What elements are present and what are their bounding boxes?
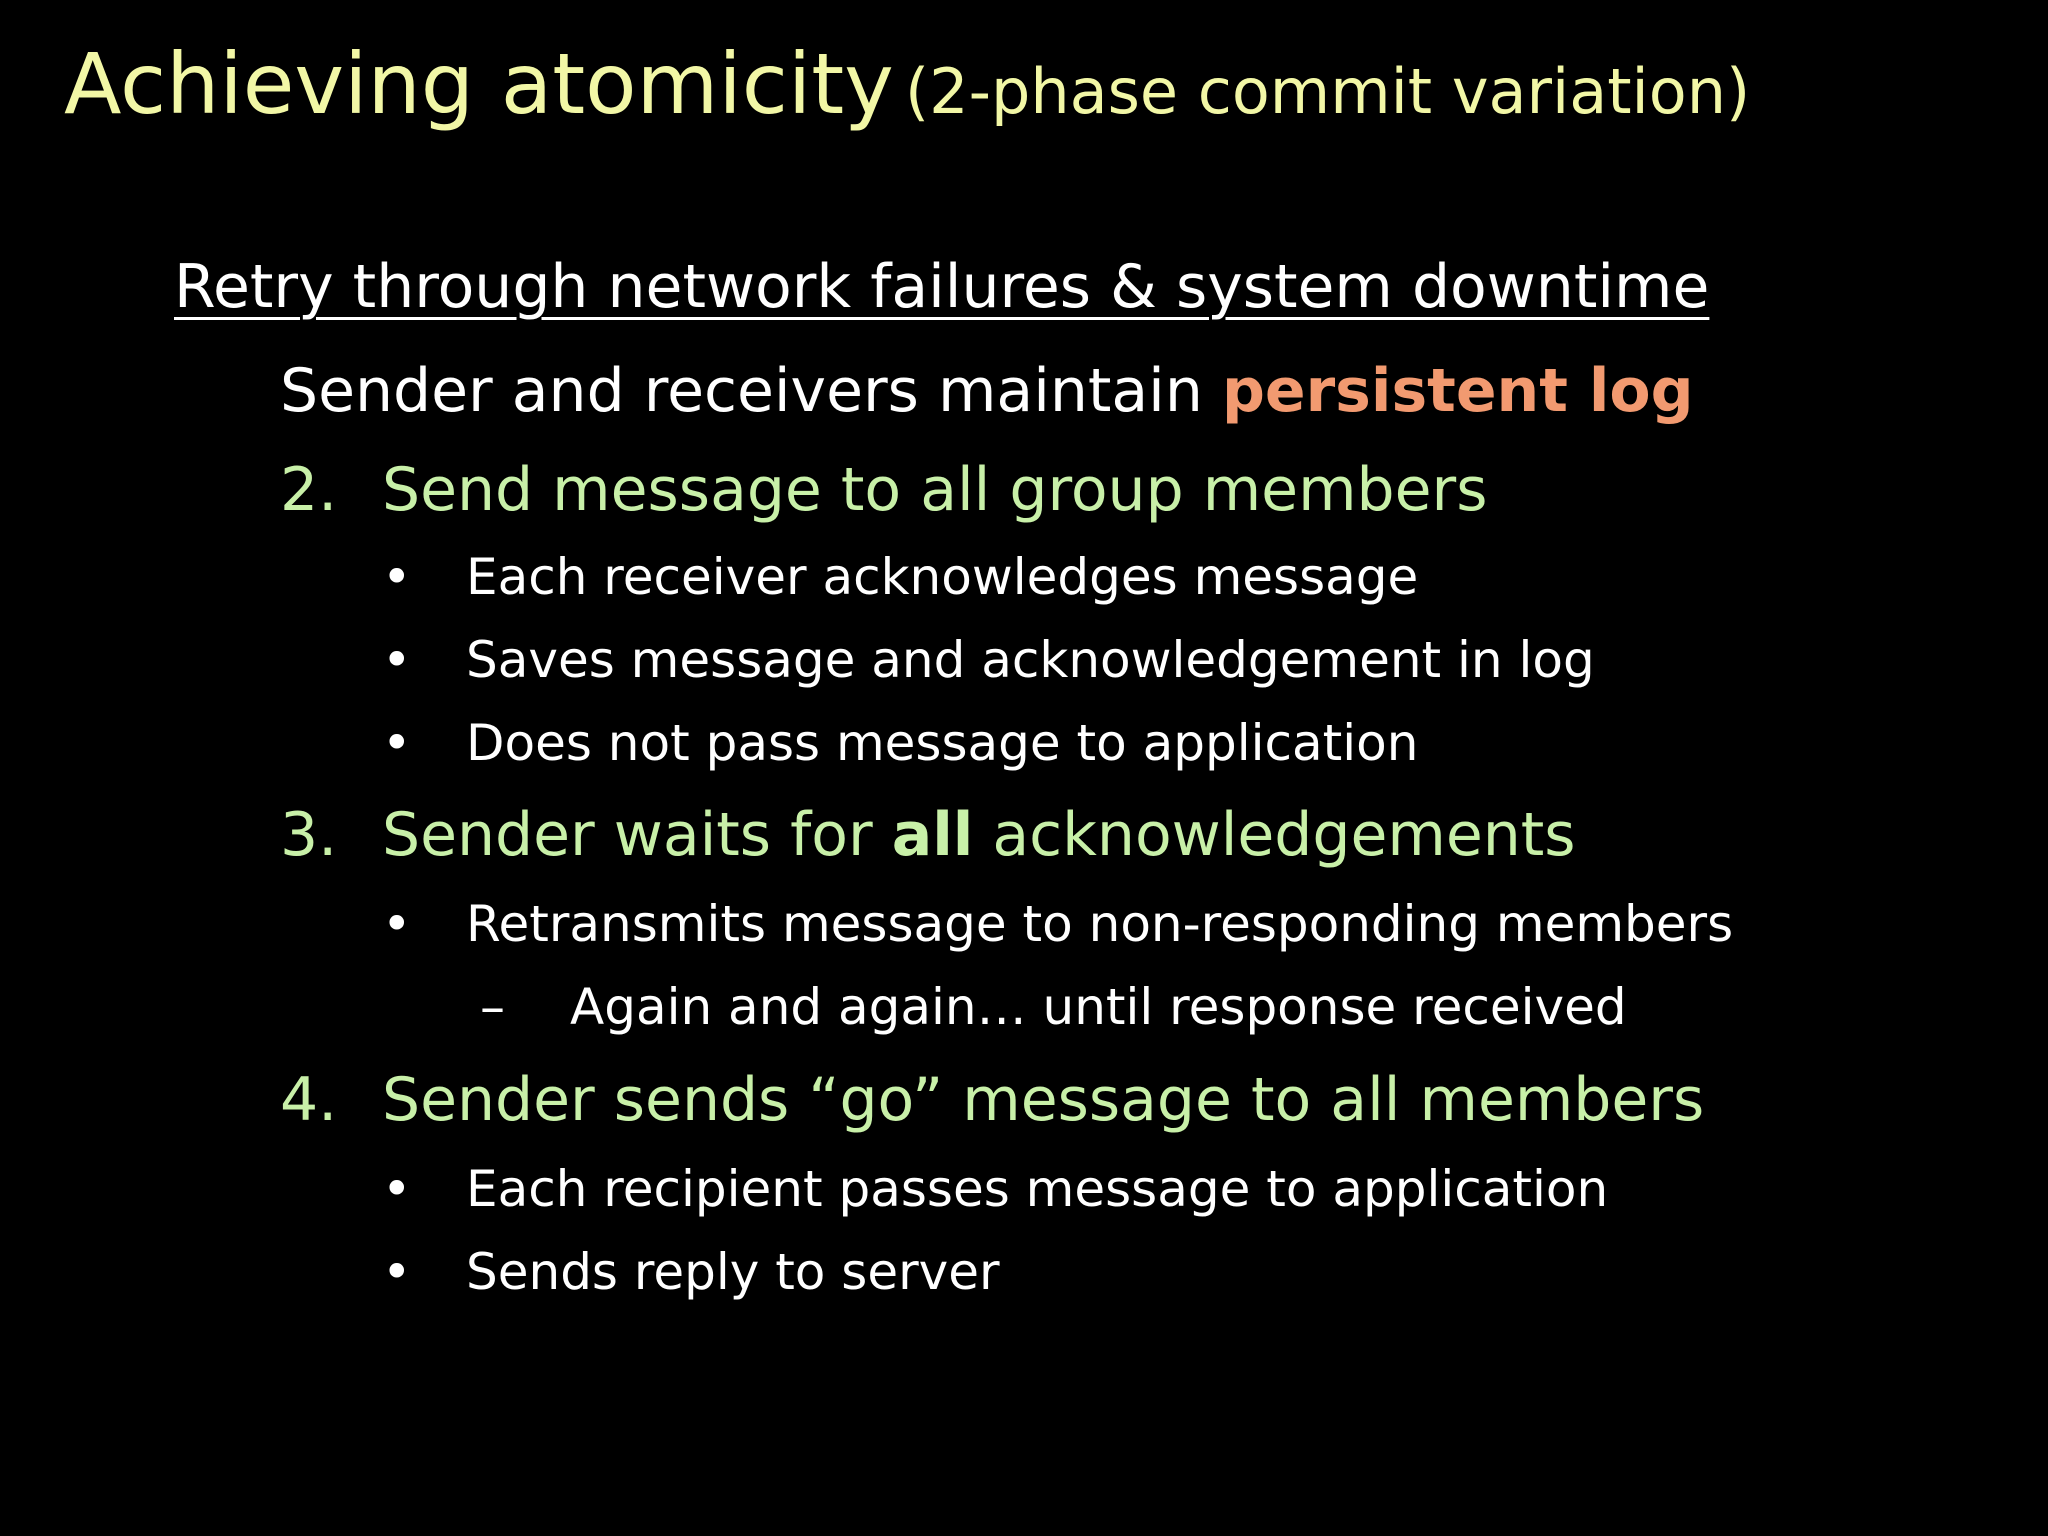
slide-title [64, 35, 1751, 133]
bullet-text: Saves message and acknowledgement in log [466, 631, 1595, 689]
bullet-text: Sends reply to server [466, 1243, 1000, 1301]
list-item [382, 631, 1782, 697]
bullet-text: Each receiver acknowledges message [466, 548, 1419, 606]
list-item [382, 714, 1782, 780]
intro-text: Sender and receivers maintain [280, 356, 1222, 426]
step-4-text: Sender sends “go” message to all members [382, 1065, 1705, 1135]
step-3-text-after: acknowledgements [973, 800, 1576, 870]
sub-bullet-text: Again and again… until response received [570, 978, 1627, 1036]
step-4 [280, 1065, 1880, 1145]
bullet-text: Retransmits message to non-responding members [466, 895, 1734, 953]
sub-bullet-mark: – [480, 978, 505, 1036]
step-3-text [382, 800, 1576, 870]
list-item [382, 548, 1782, 614]
list-item [382, 1160, 1782, 1226]
bullet-text: Does not pass message to application [466, 714, 1419, 772]
bullet-text: Each recipient passes message to application [466, 1160, 1609, 1218]
bullet-mark: • [382, 714, 412, 772]
step-3-text-emphasis: all [891, 800, 974, 870]
step-3-number: 3. [280, 800, 338, 870]
bullet-mark: • [382, 1243, 412, 1301]
step-4-number: 4. [280, 1065, 338, 1135]
title-main: Achieving atomicity [64, 35, 894, 133]
step-2-number: 2. [280, 455, 338, 525]
section-heading: Retry through network failures & system downtime [174, 252, 1710, 322]
step-2-text: Send message to all group members [382, 455, 1488, 525]
list-item [480, 978, 1880, 1044]
bullet-mark: • [382, 895, 412, 953]
bullet-mark: • [382, 1160, 412, 1218]
step-3 [280, 800, 1780, 880]
list-item [382, 895, 1882, 961]
step-3-text-before: Sender waits for [382, 800, 892, 870]
list-item [382, 1243, 1782, 1309]
bullet-mark: • [382, 548, 412, 606]
intro-line [280, 356, 1694, 426]
step-2 [280, 455, 1780, 535]
title-subtitle: (2-phase commit variation) [904, 55, 1751, 128]
bullet-mark: • [382, 631, 412, 689]
intro-highlight: persistent log [1221, 356, 1694, 426]
